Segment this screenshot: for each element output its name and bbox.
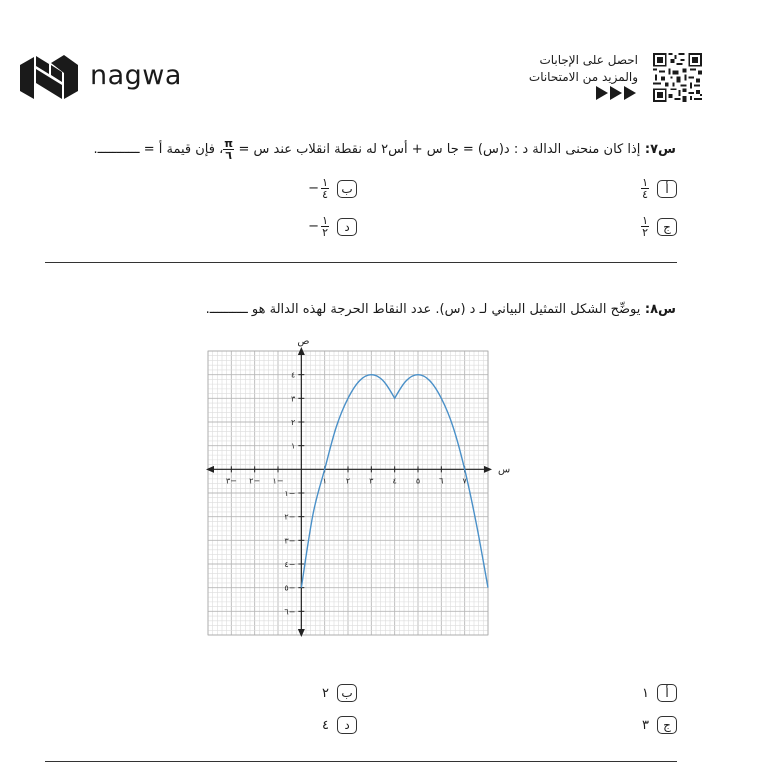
x-tick-label: ٣−	[225, 476, 237, 486]
q7-option-a[interactable]	[641, 177, 677, 200]
q8-option-c[interactable]	[642, 716, 677, 734]
x-tick-label: ٢	[345, 476, 351, 486]
option-value	[308, 215, 329, 238]
option-label: ج	[657, 716, 677, 734]
x-tick-label: ٣	[369, 476, 374, 486]
option-label: د	[337, 716, 357, 734]
denominator: ٢	[322, 226, 328, 239]
denominator: ٤	[322, 188, 328, 201]
option-value	[641, 215, 649, 238]
q7-option-c[interactable]	[641, 215, 677, 238]
y-tick-label: ٣	[291, 394, 296, 404]
promo-line-2: والمزيد من الامتحانات	[528, 70, 638, 84]
y-tick-label: ٥−	[284, 583, 296, 593]
y-axis-label: ص	[297, 336, 310, 347]
numerator: ١	[322, 214, 328, 227]
divider	[45, 262, 677, 263]
y-tick-label: ٦−	[284, 607, 296, 617]
option-label: ب	[337, 180, 357, 198]
denominator: ٤	[642, 188, 648, 201]
option-label: أ	[657, 684, 677, 702]
option-label: ب	[337, 684, 357, 702]
x-tick-label: ٢−	[249, 476, 261, 486]
q8-option-a[interactable]	[642, 684, 677, 702]
play-arrows-icon	[596, 86, 638, 100]
x-axis-label: س	[498, 464, 511, 476]
option-value: ٣	[642, 717, 649, 733]
y-axis-arrow-down	[298, 629, 305, 637]
option-value: ٤	[322, 717, 329, 733]
function-graph	[205, 335, 515, 640]
option-value: ١	[642, 685, 649, 701]
q7-option-b[interactable]	[308, 177, 357, 200]
option-label: ج	[657, 218, 677, 236]
x-tick-label: ١−	[272, 476, 284, 486]
q7-option-d[interactable]	[308, 215, 357, 238]
pi-numerator: π	[224, 137, 233, 150]
y-tick-label: ٤	[291, 370, 296, 380]
numerator: ١	[322, 176, 328, 189]
x-tick-label: ٠	[299, 476, 304, 486]
pi-denominator: ٦	[225, 149, 232, 162]
qr-code-icon[interactable]	[653, 53, 702, 102]
question-7-text-end: ، فإن قيمة أ = ـــــــــــ.	[93, 142, 224, 157]
y-tick-label: ٣−	[284, 536, 296, 546]
promo-line-1: احصل على الإجابات	[539, 53, 638, 67]
q8-option-b[interactable]	[322, 684, 357, 702]
y-tick-label: ٤−	[284, 560, 296, 569]
question-7	[94, 138, 676, 161]
q8-option-d[interactable]	[322, 716, 357, 734]
option-value	[641, 177, 649, 200]
x-tick-label: ٥	[415, 476, 421, 486]
option-value	[308, 177, 329, 200]
pi-over-six	[223, 138, 234, 161]
x-axis-arrow-left	[206, 466, 214, 473]
minus-sign: −	[308, 219, 320, 234]
brand-name: nagwa	[90, 60, 182, 91]
promo-text	[529, 52, 638, 86]
question-8-text: يوضِّح الشكل التمثيل البياني لـ د (س). عدد النقاط الحرجة لهذه الدالة هو ــــــــــ.	[205, 302, 641, 317]
x-tick-label: ٦	[439, 476, 444, 486]
y-tick-label: ١	[291, 441, 296, 451]
x-tick-label: ٤	[392, 476, 397, 486]
question-7-number: س٧:	[644, 142, 676, 157]
numerator: ١	[642, 214, 648, 227]
question-7-text: إذا كان منحنى الدالة د : د(س) = جا س + أس٢ له نقطة انقلاب عند س =	[238, 142, 641, 157]
minus-sign: −	[308, 181, 320, 196]
y-tick-label: ٢	[291, 418, 296, 427]
option-label: أ	[657, 180, 677, 198]
question-8	[206, 302, 676, 317]
nagwa-logo-icon	[20, 53, 78, 103]
divider	[45, 761, 677, 762]
x-tick-label: ٧	[462, 476, 467, 486]
option-label: د	[337, 218, 357, 236]
numerator: ١	[642, 176, 648, 189]
option-value: ٢	[322, 685, 329, 701]
y-tick-label: ٢−	[284, 512, 296, 522]
question-8-number: س٨:	[644, 302, 676, 317]
y-tick-label: ١−	[284, 489, 296, 498]
denominator: ٢	[642, 226, 648, 239]
x-tick-label: ١	[322, 476, 327, 486]
